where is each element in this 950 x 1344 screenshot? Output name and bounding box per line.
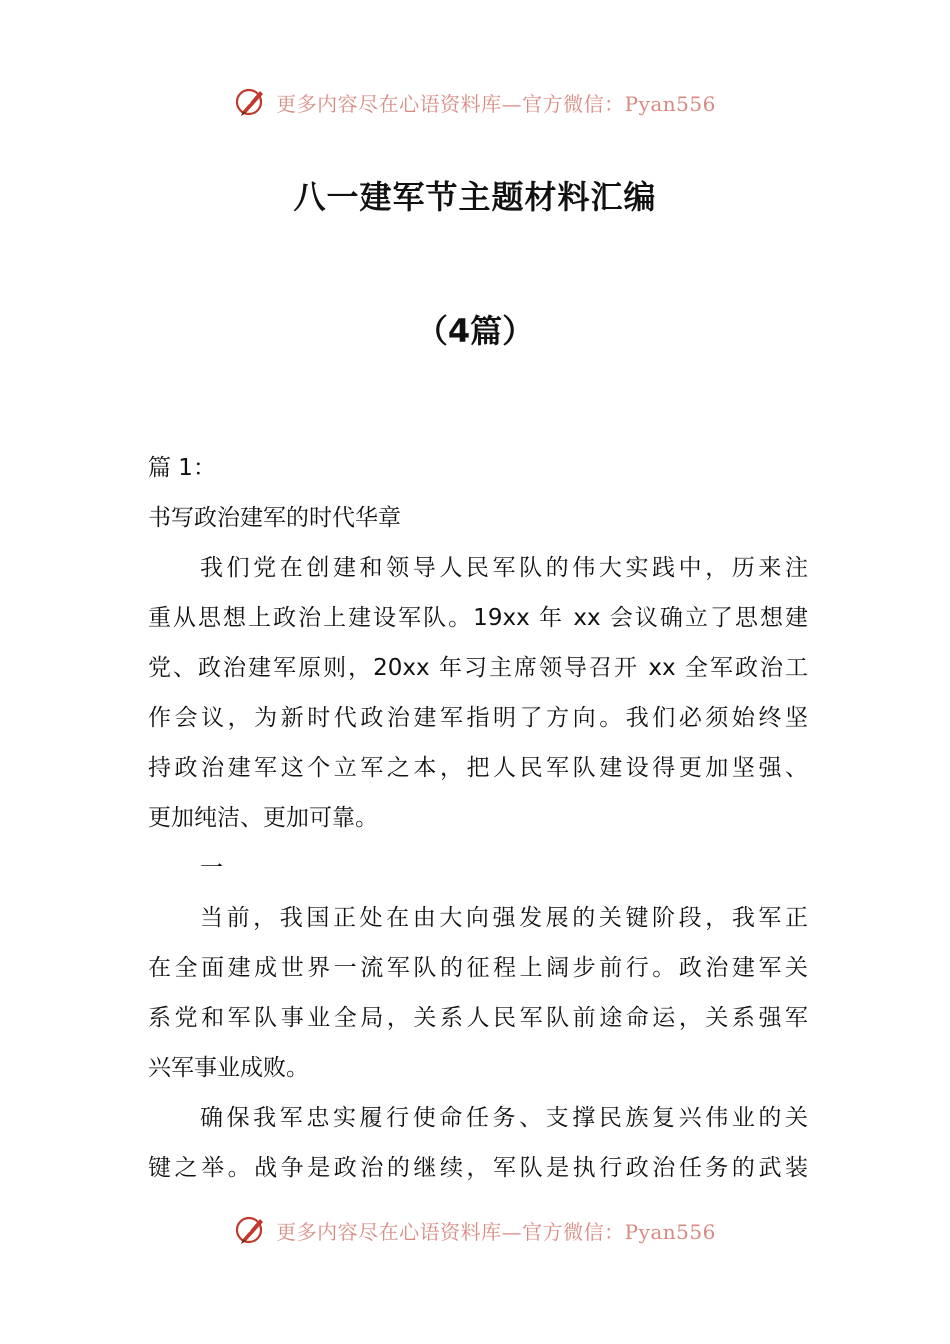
paragraph-line: 确保我军忠实履行使命任务、支撑民族复兴伟业的关 [200, 1105, 808, 1131]
paragraph-line: 更加纯洁、更加可靠。 [148, 805, 378, 831]
document-subtitle: （4篇） [415, 312, 535, 350]
footer-banner [0, 1210, 950, 1250]
paragraph-line: 当前，我国正处在由大向强发展的关键阶段，我军正 [200, 905, 808, 931]
pen-nib-logo-icon [234, 85, 268, 119]
section-number: 一 [200, 855, 223, 881]
document-title: 八一建军节主题材料汇编 [293, 178, 657, 216]
header-banner-text: 更多内容尽在心语资料库—官方微信：Pyan556 [276, 91, 716, 116]
paragraph-line: 在全面建成世界一流军队的征程上阔步前行。政治建军关 [148, 955, 808, 981]
paragraph-line: 持政治建军这个立军之本，把人民军队建设得更加坚强、 [148, 755, 808, 781]
paragraph-line: 作会议，为新时代政治建军指明了方向。我们必须始终坚 [148, 705, 808, 731]
paragraph-line: 我们党在创建和领导人民军队的伟大实践中，历来注 [200, 555, 808, 581]
article-title: 书写政治建军的时代华章 [148, 505, 401, 531]
pen-nib-logo-icon [234, 1213, 268, 1247]
paragraph-line: 系党和军队事业全局，关系人民军队前途命运，关系强军 [148, 1005, 808, 1031]
paragraph-line: 党、政治建军原则，20xx 年习主席领导召开 xx 全军政治工 [148, 655, 808, 681]
section-heading: 篇 1： [148, 455, 216, 481]
paragraph-line: 兴军事业成败。 [148, 1055, 309, 1081]
paragraph-line: 重从思想上政治上建设军队。19xx 年 xx 会议确立了思想建 [148, 605, 808, 631]
header-banner [0, 82, 950, 122]
footer-banner-text: 更多内容尽在心语资料库—官方微信：Pyan556 [276, 1219, 716, 1244]
document-body [148, 443, 808, 1193]
paragraph-line: 键之举。战争是政治的继续，军队是执行政治任务的武装 [148, 1155, 808, 1181]
